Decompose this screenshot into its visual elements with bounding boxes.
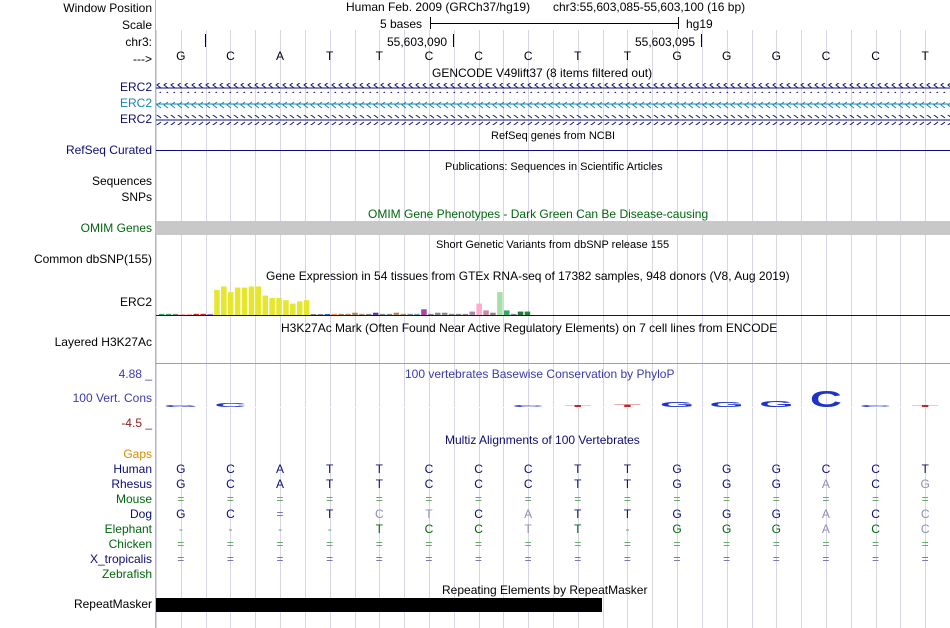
dbsnp-track-label[interactable]: Common dbSNP(155) [33, 252, 152, 266]
gtex-bar[interactable] [180, 314, 186, 315]
sequence-base: G [722, 49, 732, 63]
alignment-base: A [276, 477, 285, 491]
alignment-base: = [574, 492, 582, 506]
sequence-base: C [424, 49, 434, 63]
alignment-base: = [177, 552, 185, 566]
gtex-bar[interactable] [525, 312, 531, 315]
scale-bar-right-tick [678, 17, 679, 29]
sequence-base: T [574, 49, 582, 63]
alignment-base: T [326, 462, 334, 476]
gencode-row-label[interactable]: ERC2 [119, 80, 152, 94]
alignment-base: C [523, 462, 533, 476]
alignment-base: G [771, 522, 781, 536]
cons-max-label: 4.88 _ [118, 367, 152, 381]
omim-track-title: OMIM Gene Phenotypes - Dark Green Can Be Disease-causing [368, 207, 709, 221]
alignment-base: G [722, 522, 732, 536]
strand-label: ---> [133, 52, 152, 66]
alignment-base: T [326, 507, 334, 521]
species-label-chicken: Chicken [108, 537, 152, 551]
sequence-base: T [326, 49, 334, 63]
gtex-bar[interactable] [194, 314, 200, 315]
chrom-label: chr3: [125, 35, 152, 49]
alignment-base: T [326, 477, 334, 491]
track-area[interactable] [156, 0, 950, 628]
h3k27ac-track-label[interactable]: Layered H3K27Ac [54, 335, 152, 349]
alignment-base: = [326, 552, 334, 566]
gtex-bar[interactable] [228, 292, 234, 315]
alignment-base: = [375, 552, 383, 566]
species-label-dog: Dog [129, 507, 152, 521]
gtex-bar[interactable] [297, 301, 303, 315]
alignment-base: T [623, 477, 632, 491]
gtex-bar[interactable] [407, 314, 413, 315]
alignment-base: = [226, 492, 234, 506]
conservation-letter: C [859, 404, 892, 408]
alignment-base: = [623, 492, 631, 506]
alignment-base: C [424, 462, 434, 476]
alignment-base: C [374, 507, 384, 521]
conservation-letter: G [709, 400, 744, 409]
alignment-base: C [226, 507, 235, 521]
track-label-column [0, 0, 155, 628]
gtex-bar[interactable] [490, 313, 496, 315]
scale-text: 5 bases [380, 17, 423, 31]
gtex-bar[interactable] [221, 286, 227, 315]
gtex-bar[interactable] [235, 288, 241, 315]
gtex-bar[interactable] [470, 312, 476, 315]
alignment-base: C [920, 507, 930, 521]
gtex-bar[interactable] [311, 314, 317, 315]
alignment-base: G [771, 477, 781, 491]
alignment-base: = [226, 537, 234, 551]
gtex-bar[interactable] [290, 304, 296, 315]
conservation-letter: C [810, 386, 842, 413]
omim-gene-bar[interactable] [156, 221, 950, 235]
gtex-track-title: Gene Expression in 54 tissues from GTEx RNA-seq of 17382 samples, 948 donors (V8, Aug 2019) [266, 269, 790, 283]
alignment-base: T [574, 507, 582, 521]
gaps-label: Gaps [123, 447, 152, 461]
gencode-transcript-1[interactable] [156, 83, 950, 93]
alignment-base: = [276, 507, 284, 521]
alignment-base: = [921, 552, 929, 566]
species-label-rhesus: Rhesus [111, 477, 152, 491]
alignment-base: C [871, 462, 880, 476]
species-label-elephant: Elephant [104, 522, 152, 536]
alignment-base: = [276, 492, 284, 506]
alignment-base: C [523, 477, 533, 491]
alignment-base: C [871, 477, 880, 491]
alignment-base: = [723, 492, 731, 506]
scale-label: Scale [121, 18, 152, 32]
gtex-bar[interactable] [511, 314, 517, 315]
alignment-base: = [326, 537, 334, 551]
ruler-tick [205, 34, 206, 47]
gtex-bar[interactable] [504, 310, 510, 315]
sequence-base: G [771, 49, 781, 63]
alignment-base: G [722, 507, 732, 521]
alignment-base: T [375, 522, 383, 536]
sequence-base: A [276, 49, 285, 63]
alignment-base: = [425, 552, 433, 566]
alignment-base: = [673, 537, 681, 551]
sequence-base: C [523, 49, 533, 63]
refseq-track-label[interactable]: RefSeq Curated [65, 143, 152, 157]
alignment-base: = [574, 537, 582, 551]
alignment-base: - [625, 522, 630, 536]
conservation-letter: C [512, 404, 545, 408]
gtex-bar[interactable] [276, 298, 282, 315]
sequence-base: C [821, 49, 831, 63]
alignment-base: T [375, 477, 383, 491]
alignment-base: T [524, 522, 532, 536]
alignment-base: = [872, 552, 880, 566]
publications-track-title: Publications: Sequences in Scientific Articles [445, 161, 663, 173]
alignment-base: - [178, 522, 183, 536]
repeatmasker-track-label[interactable]: RepeatMasker [73, 597, 152, 611]
alignment-base: G [176, 507, 186, 521]
alignment-base: C [474, 522, 483, 536]
repeatmasker-track-title: Repeating Elements by RepeatMasker [442, 583, 648, 597]
alignment-base: T [574, 462, 582, 476]
conservation-letter: G [759, 399, 794, 409]
alignment-base: C [474, 462, 483, 476]
gtex-bar[interactable] [249, 286, 255, 315]
alignment-base: = [872, 537, 880, 551]
gtex-bar[interactable] [387, 314, 393, 315]
alignment-base: = [326, 492, 334, 506]
sequence-base: C [474, 49, 483, 63]
alignment-base: C [871, 522, 880, 536]
gtex-bar[interactable] [463, 314, 469, 315]
alignment-base: G [176, 477, 186, 491]
alignment-base: = [524, 492, 532, 506]
h3k27ac-track-title: H3K27Ac Mark (Often Found Near Active Regulatory Elements) on 7 cell lines from ENCODE [281, 321, 778, 335]
gtex-bar[interactable] [283, 300, 289, 315]
alignment-base: = [921, 537, 929, 551]
alignment-base: A [821, 507, 830, 521]
alignment-base: = [276, 552, 284, 566]
gtex-bar[interactable] [449, 314, 455, 315]
alignment-base: = [822, 537, 830, 551]
alignment-base: C [424, 477, 434, 491]
gtex-bar[interactable] [359, 314, 365, 315]
alignment-base: = [226, 552, 234, 566]
alignment-base: = [772, 492, 780, 506]
alignment-base: T [375, 462, 383, 476]
alignment-base: = [921, 492, 929, 506]
conservation-letter: C [214, 402, 247, 409]
db-label: hg19 [686, 17, 713, 31]
alignment-base: G [176, 462, 186, 476]
alignment-base: C [920, 522, 930, 536]
alignment-base: = [524, 552, 532, 566]
alignment-base: C [226, 462, 235, 476]
alignment-base: = [822, 492, 830, 506]
alignment-base: G [672, 507, 682, 521]
ruler-tick [701, 34, 702, 47]
h3k27ac-baseline [156, 363, 950, 364]
alignment-base: = [872, 492, 880, 506]
gtex-track-label[interactable]: ERC2 [119, 295, 152, 309]
alignment-base: = [822, 552, 830, 566]
alignment-base: C [821, 462, 831, 476]
sequence-base: G [176, 49, 186, 63]
gtex-bar[interactable] [242, 288, 248, 315]
omim-track-label[interactable]: OMIM Genes [80, 221, 152, 235]
alignment-base: = [276, 537, 284, 551]
alignment-base: C [474, 507, 483, 521]
alignment-base: = [375, 537, 383, 551]
gtex-bar[interactable] [476, 304, 482, 315]
alignment-base: = [425, 537, 433, 551]
scale-bar [430, 23, 678, 24]
alignment-base: C [226, 477, 235, 491]
alignment-base: A [276, 462, 285, 476]
alignment-base: A [821, 522, 830, 536]
alignment-base: T [623, 507, 632, 521]
gtex-bar[interactable] [366, 314, 372, 315]
sequence-base: T [921, 49, 929, 63]
alignment-base: = [623, 537, 631, 551]
alignment-base: C [474, 477, 483, 491]
gencode-track-title: GENCODE V49lift37 (8 items filtered out) [432, 66, 653, 80]
ruler-coord-2: 55,603,095 [635, 35, 696, 49]
ruler-tick [453, 34, 454, 47]
alignment-base: = [723, 552, 731, 566]
sequence-base: T [623, 49, 632, 63]
alignment-base: T [574, 522, 582, 536]
alignment-base: G [722, 462, 732, 476]
alignment-base: T [921, 462, 929, 476]
alignment-base: G [672, 477, 682, 491]
gencode-transcript-3[interactable] [156, 115, 950, 125]
alignment-base: = [177, 537, 185, 551]
gtex-bar[interactable] [325, 314, 331, 315]
alignment-base: = [475, 552, 483, 566]
species-label-zebrafish: Zebrafish [101, 567, 152, 581]
gtex-bar[interactable] [435, 313, 441, 315]
gtex-bar[interactable] [187, 314, 193, 315]
alignment-base: C [871, 507, 880, 521]
repeatmasker-element[interactable] [156, 598, 602, 612]
alignment-base: G [771, 507, 781, 521]
conservation-letter: G [659, 400, 695, 409]
conservation-letter: T [564, 404, 592, 408]
species-label-human: Human [113, 462, 152, 476]
conservation-logo[interactable] [156, 380, 950, 430]
alignment-base: = [475, 492, 483, 506]
alignment-base: = [772, 537, 780, 551]
alignment-base: = [623, 552, 631, 566]
alignment-base: = [375, 492, 383, 506]
gtex-bar[interactable] [263, 296, 269, 315]
conservation-track-title: 100 vertebrates Basewise Conservation by PhyloP [405, 367, 675, 381]
gencode-transcript-2[interactable] [156, 99, 950, 109]
gtex-bar[interactable] [214, 290, 220, 315]
conservation-track-label[interactable]: 100 Vert. Cons [72, 391, 152, 405]
position-readout[interactable]: chr3:55,603,085-55,603,100 (16 bp) [553, 0, 746, 14]
gtex-bar[interactable] [421, 309, 427, 315]
gtex-bar[interactable] [200, 314, 206, 315]
alignment-base: A [821, 477, 830, 491]
alignment-base: = [673, 552, 681, 566]
species-label-mouse: Mouse [115, 492, 152, 506]
species-label-xtropicalis: X_tropicalis [89, 552, 152, 566]
gtex-bar[interactable] [456, 314, 462, 315]
gtex-bar[interactable] [207, 314, 213, 315]
gtex-bar[interactable] [318, 314, 324, 315]
conservation-letter: T [911, 404, 939, 408]
refseq-track-title: RefSeq genes from NCBI [491, 130, 616, 142]
alignment-base: - [228, 522, 233, 536]
gtex-bar[interactable] [380, 314, 386, 315]
alignment-base: G [672, 522, 682, 536]
alignment-base: T [574, 477, 582, 491]
gtex-bar[interactable] [352, 313, 358, 315]
multiz-track-title: Multiz Alignments of 100 Vertebrates [445, 433, 640, 447]
alignment-base: - [278, 522, 283, 536]
dbsnp-track-title: Short Genetic Variants from dbSNP release 155 [436, 239, 670, 251]
alignment-base: = [723, 537, 731, 551]
sequence-base: C [226, 49, 235, 63]
gtex-bar-chart[interactable] [156, 283, 950, 319]
alignment-base: T [623, 462, 632, 476]
gtex-bar[interactable] [173, 314, 179, 315]
ruler-coord-1: 55,603,090 [387, 35, 448, 49]
gtex-bar[interactable] [373, 313, 379, 315]
sequence-base: T [375, 49, 383, 63]
gtex-bar[interactable] [269, 298, 275, 315]
alignment-base: = [673, 492, 681, 506]
sequence-base: G [672, 49, 682, 63]
publications-label-snps[interactable]: SNPs [121, 190, 152, 204]
gtex-bar[interactable] [414, 314, 420, 315]
alignment-base: G [722, 477, 732, 491]
gtex-bar[interactable] [166, 314, 172, 315]
gtex-bar[interactable] [159, 314, 165, 315]
alignment-base: = [574, 552, 582, 566]
gtex-bar[interactable] [304, 300, 310, 315]
alignment-base: G [920, 477, 930, 491]
conservation-letter: G [163, 404, 198, 408]
alignment-base: = [177, 492, 185, 506]
gtex-bar[interactable] [332, 314, 338, 315]
assembly-title: Human Feb. 2009 (GRCh37/hg19) [346, 0, 531, 14]
gtex-bar[interactable] [497, 292, 503, 315]
alignment-base: = [772, 552, 780, 566]
alignment-base: = [524, 537, 532, 551]
gtex-bar[interactable] [345, 314, 351, 315]
gtex-bar[interactable] [401, 314, 407, 315]
gtex-bar[interactable] [442, 313, 448, 315]
alignment-base: T [425, 507, 433, 521]
alignment-base: = [475, 537, 483, 551]
gencode-row-label[interactable]: ERC2 [119, 112, 152, 126]
gtex-bar[interactable] [483, 310, 489, 315]
gtex-bar[interactable] [518, 312, 524, 315]
sequence-base: C [871, 49, 880, 63]
gencode-transcripts[interactable] [156, 80, 950, 128]
alignment-base: G [771, 462, 781, 476]
alignment-base: C [424, 522, 434, 536]
conservation-letter: T [613, 403, 641, 408]
gtex-bar[interactable] [338, 314, 344, 315]
alignment-base: G [672, 462, 682, 476]
publications-label-sequences[interactable]: Sequences [91, 174, 152, 188]
gencode-row-label[interactable]: ERC2 [119, 96, 152, 110]
gtex-bar[interactable] [428, 314, 434, 315]
cons-min-label: -4.5 _ [121, 416, 152, 430]
alignment-base: A [524, 507, 533, 521]
gtex-bar[interactable] [256, 286, 262, 315]
window-position-label: Window Position [63, 1, 152, 15]
refseq-line[interactable] [156, 150, 950, 151]
alignment-base: - [327, 522, 332, 536]
gtex-bar[interactable] [394, 313, 400, 315]
alignment-base: = [425, 492, 433, 506]
